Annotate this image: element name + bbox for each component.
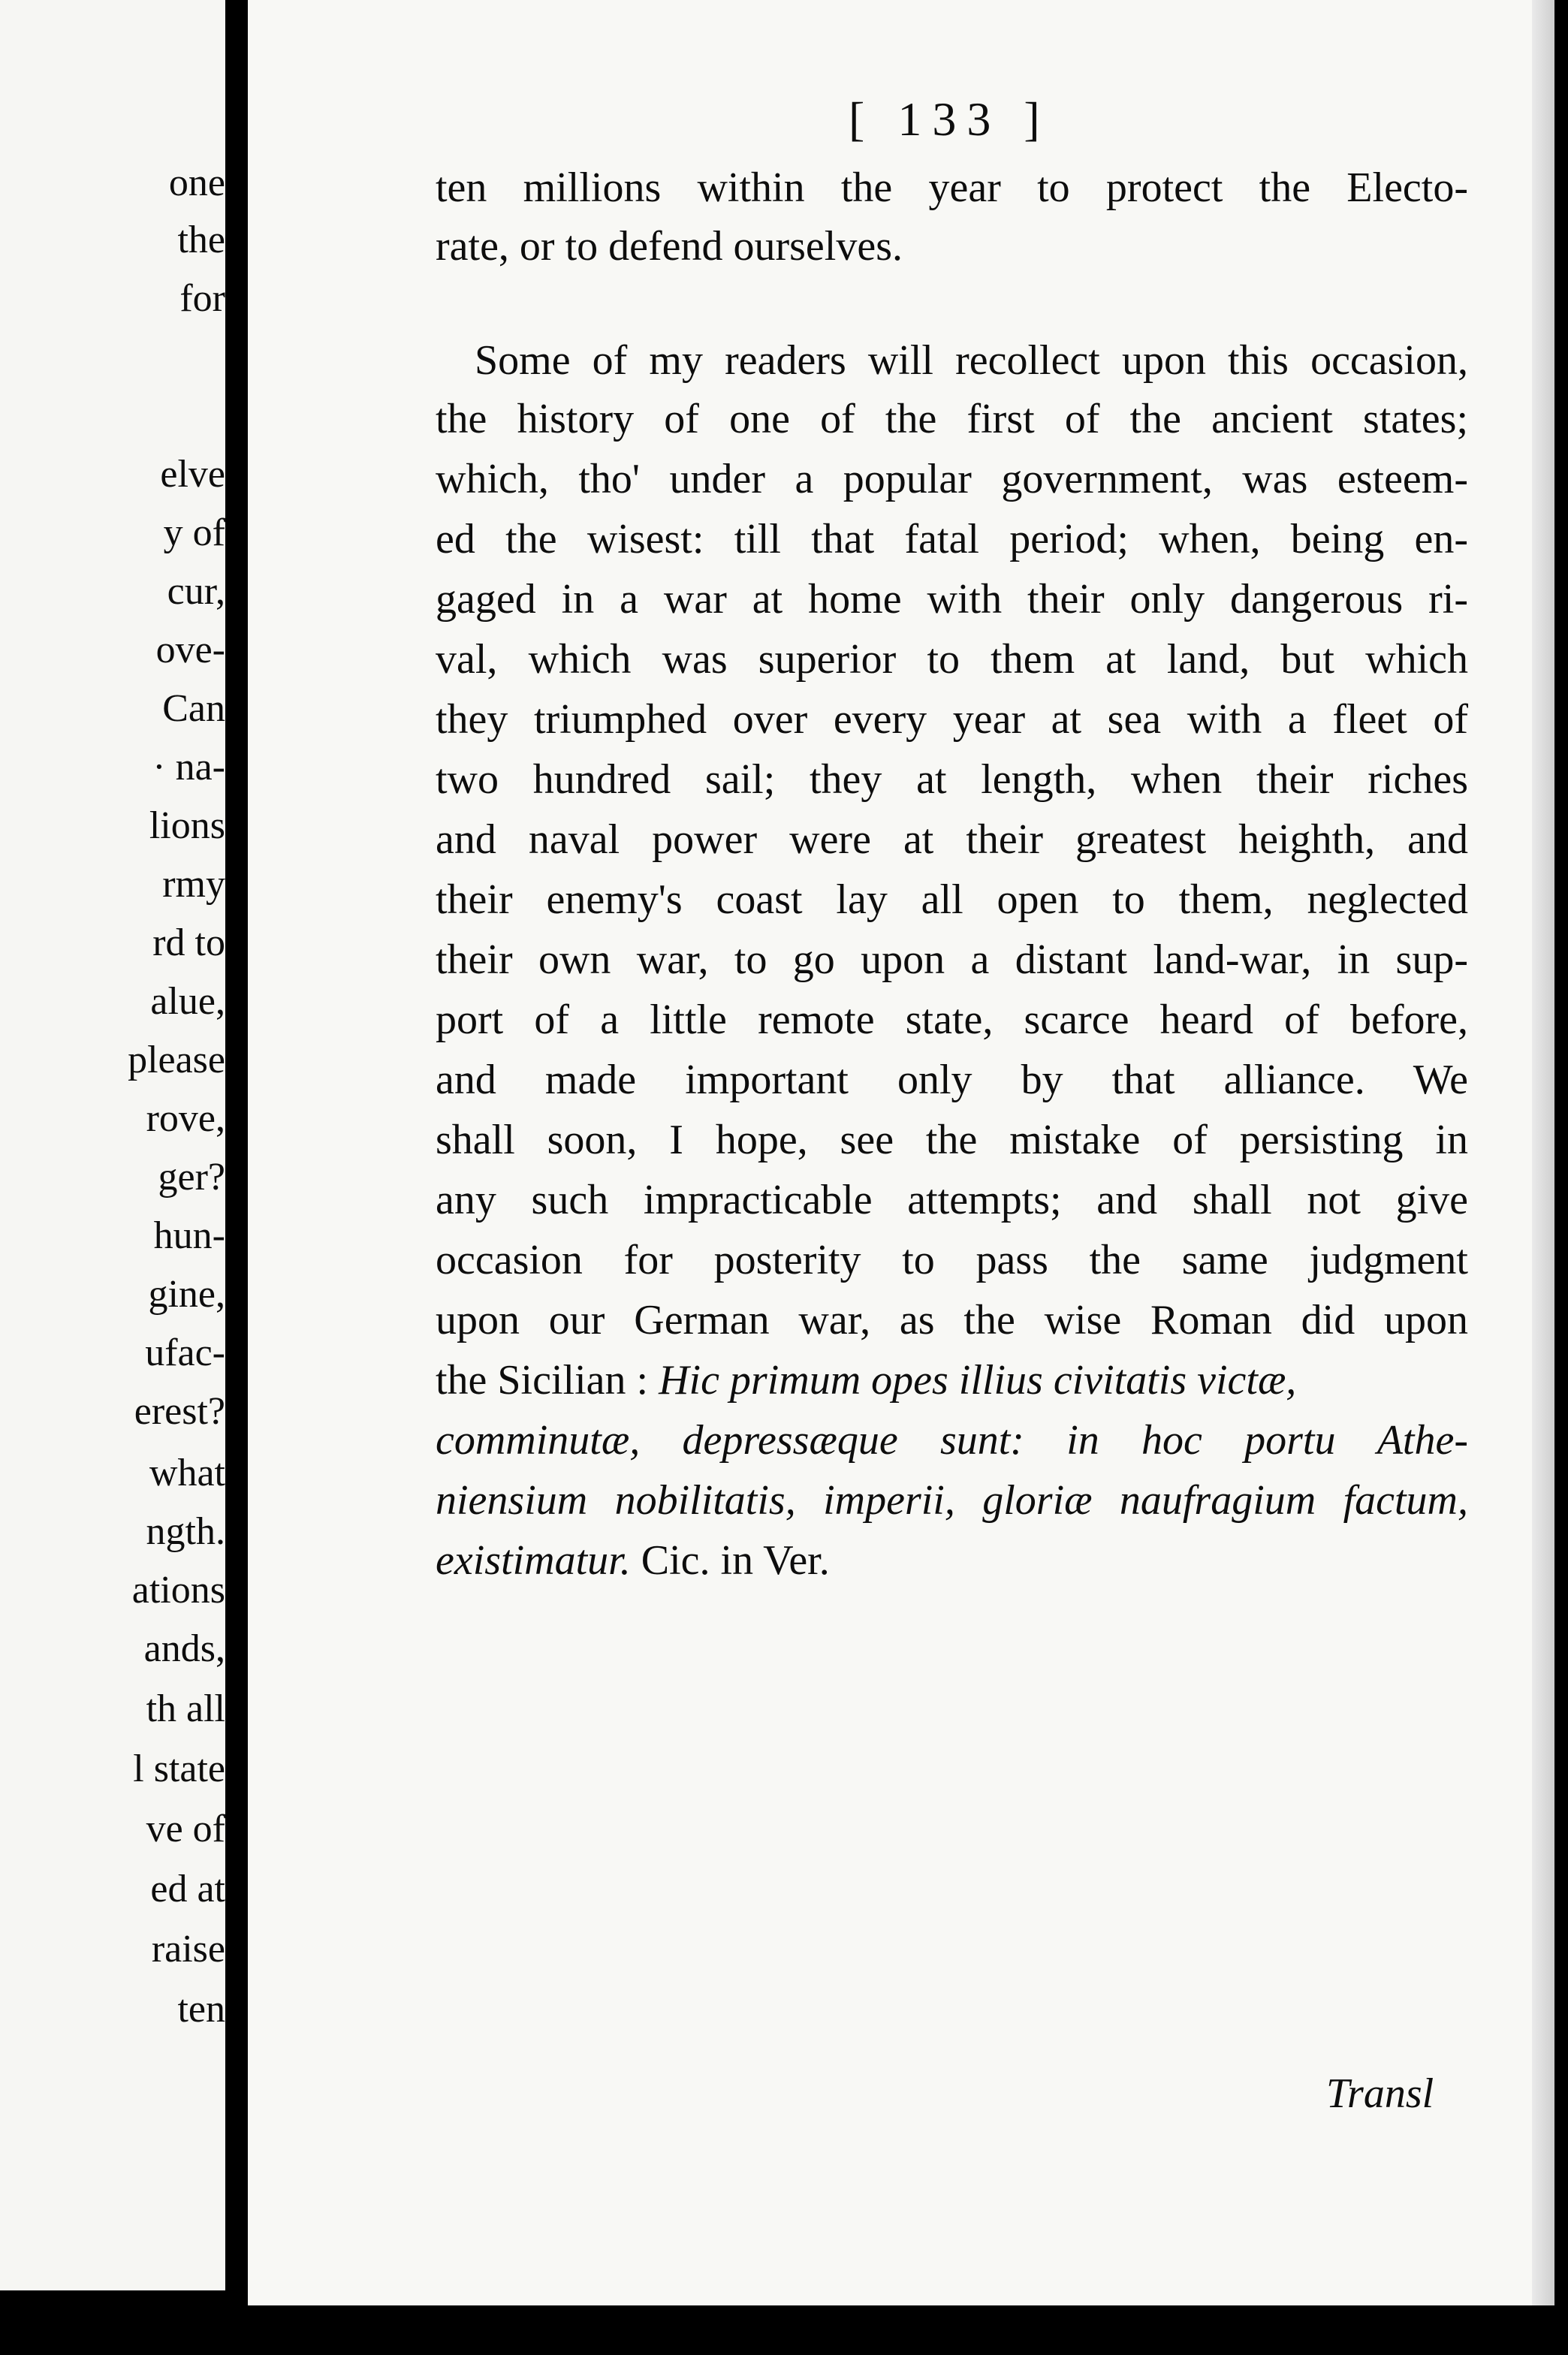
citation-segment: Cic. in Ver. [630, 1537, 830, 1584]
left-facing-page [0, 0, 225, 2290]
text-line: val, which was superior to them at land, but which [436, 636, 1468, 683]
text-line: upon our German war, as the wise Roman did upon [436, 1297, 1468, 1343]
left-page-line: ngth. [146, 1510, 225, 1553]
left-page-line: elve [160, 453, 225, 496]
text-line: the history of one of the first of the ancient states; [436, 396, 1468, 442]
text-line: and naval power were at their greatest heighth, and [436, 816, 1468, 863]
page-number-head: [ 133 ] [849, 92, 1051, 146]
latin-quote-segment: Hic primum opes illius civitatis victæ, [659, 1357, 1297, 1404]
left-page-line: raise [151, 1928, 225, 1971]
latin-quote-line: comminutæ, depressæque sunt: in hoc portu Athe- [436, 1417, 1468, 1464]
book-gutter [225, 0, 248, 2355]
text-line: occasion for posterity to pass the same judgment [436, 1237, 1468, 1283]
text-line: their enemy's coast lay all open to them, neglected [436, 876, 1468, 923]
left-page-line: ations [131, 1569, 225, 1612]
left-page-line: rmy [162, 863, 225, 906]
text-line: rate, or to defend ourselves. [436, 223, 903, 270]
left-page-line: ands, [143, 1627, 225, 1670]
text-line: gaged in a war at home with their only dangerous ri- [436, 576, 1468, 623]
left-page-line: l state [133, 1747, 225, 1790]
left-page-line: ove- [155, 629, 225, 671]
text-line: they triumphed over every year at sea with a fleet of [436, 696, 1468, 743]
left-page-line: ten [177, 1988, 225, 2031]
left-page-line: what [149, 1452, 225, 1494]
left-page-line: rove, [146, 1097, 225, 1140]
text-line: their own war, to go upon a distant land-war, in sup- [436, 936, 1468, 983]
left-page-line: ed at [150, 1868, 225, 1910]
left-page-line: ger? [158, 1156, 225, 1199]
left-page-line: ufac- [145, 1331, 225, 1374]
latin-quote-line: niensium nobilitatis, imperii, gloriæ naufragium factum, [436, 1477, 1468, 1524]
text-line: shall soon, I hope, see the mistake of persisting in [436, 1117, 1468, 1163]
latin-quote-segment: existimatur. [436, 1537, 631, 1584]
page-edge-shadow [1532, 0, 1554, 2305]
left-page-line: alue, [150, 980, 225, 1023]
left-page-line: one [168, 161, 225, 204]
text-line: ten millions within the year to protect the Electo- [436, 164, 1468, 211]
scan-bottom-border [0, 2305, 1568, 2355]
left-page-line: for [179, 277, 225, 320]
left-page-line: gine, [148, 1273, 225, 1316]
text-line-sicilian [436, 1357, 1297, 1404]
catchword: Transl [1326, 2070, 1434, 2117]
text-line: two hundred sail; they at length, when their riches [436, 756, 1468, 803]
text-line: and made important only by that alliance. We [436, 1057, 1468, 1103]
text-line: port of a little remote state, scarce heard of before, [436, 997, 1468, 1043]
left-page-line: th all [146, 1687, 225, 1730]
left-page-line: cur, [167, 570, 225, 613]
paragraph-first-line: Some of my readers will recollect upon this occasion, [475, 337, 1468, 384]
left-page-line: rd to [152, 921, 225, 964]
left-page-line: lions [149, 804, 225, 847]
left-page-line: the [177, 219, 225, 261]
left-page-line: erest? [134, 1390, 225, 1433]
text-line: any such impracticable attempts; and shall not give [436, 1177, 1468, 1223]
text-line: which, tho' under a popular government, was esteem- [436, 456, 1468, 502]
left-page-line: hun- [153, 1214, 225, 1257]
left-page-line: y of [163, 511, 225, 554]
left-page-line: ve of [146, 1808, 225, 1850]
left-page-line: · na- [152, 746, 225, 789]
left-page-line: Can [162, 687, 225, 730]
left-page-line: please [128, 1039, 225, 1081]
text-line: ed the wisest: till that fatal period; when, being en- [436, 516, 1468, 562]
text-line-citation [436, 1539, 830, 1582]
text-roman-segment: the Sicilian : [436, 1357, 659, 1404]
